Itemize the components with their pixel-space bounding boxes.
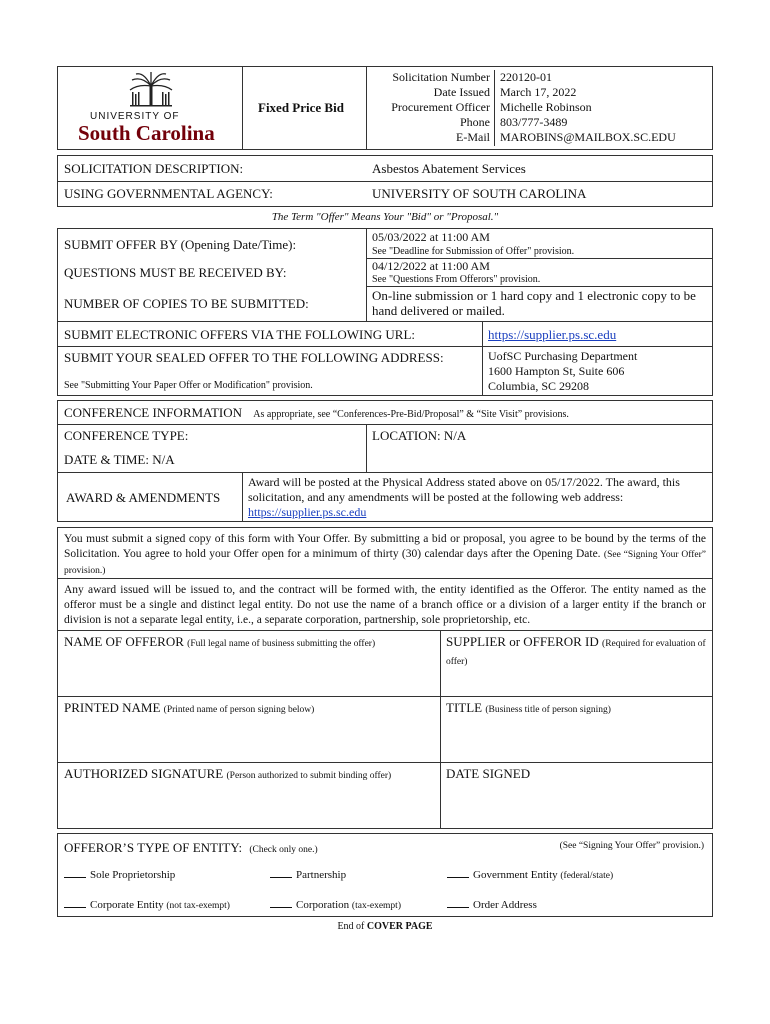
header-values (500, 70, 676, 145)
value-procurement-officer: Michelle Robinson (500, 100, 592, 114)
supplier-id-label: SUPPLIER or OFFEROR ID (446, 634, 599, 649)
value-date-issued: March 17, 2022 (500, 85, 577, 99)
entity-right-note: (See “Signing Your Offer” provision.) (559, 841, 704, 851)
solicitation-description-value: Asbestos Abatement Services (372, 161, 526, 176)
option-corp-note: (not tax-exempt) (166, 901, 230, 911)
end-of-cover-page (0, 921, 770, 932)
printed-name-field[interactable] (64, 700, 434, 758)
agency-label: USING GOVERNMENTAL AGENCY: (64, 186, 273, 201)
title-field[interactable] (446, 700, 708, 758)
footer-prefix: End of (337, 921, 365, 932)
checkbox-blank-order[interactable] (447, 898, 469, 908)
agreement-text-1: You must submit a signed copy of this form with Your Offer. By submitting a bid or proposal, you agree to be bound by the terms of the Solicitation. You agree to hold your Offer open for a minimum of thirty (30) calendar days after the Opening Date. (64, 533, 706, 560)
printed-name-note: (Printed name of person signing below) (163, 705, 315, 715)
label-phone: Phone (460, 115, 490, 129)
fields-divider-top (57, 630, 713, 631)
conference-info-title: CONFERENCE INFORMATION (64, 405, 243, 420)
address-line-2: 1600 Hampton St, Suite 606 (488, 364, 625, 378)
sealed-address-note: See "Submitting Your Paper Offer or Modification" provision. (64, 380, 313, 391)
header-divider-1 (242, 66, 243, 150)
header-labels (370, 70, 490, 145)
electronic-url-label: SUBMIT ELECTRONIC OFFERS VIA THE FOLLOWING URL: (64, 327, 416, 342)
copies-label: NUMBER OF COPIES TO BE SUBMITTED: (64, 296, 309, 311)
award-text: Award will be posted at the Physical Address stated above on 05/17/2022. The award, this solicitation, and any amendments will be posted at the following web address: (248, 475, 680, 504)
sealed-address (488, 349, 637, 394)
supplier-id-field[interactable] (446, 634, 708, 692)
award-url-link[interactable]: https://supplier.ps.sc.edu (248, 505, 367, 519)
address-line-3: Columbia, SC 29208 (488, 379, 590, 393)
supplier-id-note: (Required for evaluation of offer) (446, 639, 706, 667)
copies-value: On-line submission or 1 hard copy and 1 electronic copy to be hand delivered or mailed. (372, 288, 696, 318)
offer-term-note: The Term "Offer" Means Your "Bid" or "Proposal." (271, 211, 499, 223)
schedule-divider-h2 (366, 286, 713, 287)
option-corporation-tax-exempt[interactable] (270, 898, 401, 911)
schedule-divider-v1 (366, 228, 367, 321)
conference-divider-v1 (366, 424, 367, 472)
header-divider-3 (494, 70, 495, 146)
university-logo (78, 72, 223, 144)
option-government-entity[interactable] (447, 868, 613, 881)
palmetto-tree-icon (126, 72, 176, 108)
value-solicitation-number: 220120-01 (500, 70, 552, 84)
submit-offer-note: See "Deadline for Submission of Offer" provision. (372, 246, 575, 257)
value-email: MAROBINS@MAILBOX.SC.EDU (500, 130, 676, 144)
logo-line1: UNIVERSITY OF (90, 111, 180, 122)
schedule-divider-v2 (482, 321, 483, 396)
fields-divider-h1 (57, 696, 713, 697)
checkbox-blank-sole[interactable] (64, 868, 86, 878)
option-gov-note: (federal/state) (560, 871, 614, 881)
signature-field[interactable] (64, 766, 434, 824)
conference-location: LOCATION: N/A (372, 428, 467, 443)
form-type-title: Fixed Price Bid (258, 100, 344, 115)
address-line-1: UofSC Purchasing Department (488, 349, 638, 363)
questions-label: QUESTIONS MUST BE RECEIVED BY: (64, 265, 287, 280)
checkbox-blank-partnership[interactable] (270, 868, 292, 878)
fields-divider-h2 (57, 762, 713, 763)
option-gov-label: Government Entity (473, 869, 558, 881)
title-label: TITLE (446, 700, 483, 715)
option-order-label: Order Address (473, 899, 537, 911)
date-signed-field[interactable] (446, 766, 708, 824)
questions-note: See "Questions From Offerors" provision. (372, 274, 541, 285)
entity-type-note: (Check only one.) (249, 845, 318, 855)
option-partnership-label: Partnership (296, 869, 347, 881)
agreement-paragraph-2: Any award issued will be issued to, and the contract will be formed with, the entity identified as the Offeror. The entity named as the offeror must be a single and distinct legal entity. Do not use the name of a branch office or a division of a larger entity if the branch or division is not a separate legal entity, i.e., a separate corporation, partnership, sole proprietorship, etc. (64, 584, 706, 626)
printed-name-label: PRINTED NAME (64, 700, 161, 715)
logo-line2: South Carolina (78, 121, 215, 145)
option-corp-label: Corporate Entity (90, 899, 164, 911)
electronic-url-link[interactable]: https://supplier.ps.sc.edu (488, 327, 617, 342)
option-corp-exempt-label: Corporation (296, 899, 350, 911)
label-email: E-Mail (456, 130, 490, 144)
label-procurement-officer: Procurement Officer (391, 100, 490, 114)
checkbox-blank-government[interactable] (447, 868, 469, 878)
solicitation-description-label: SOLICITATION DESCRIPTION: (64, 161, 244, 176)
agency-value: UNIVERSITY OF SOUTH CAROLINA (372, 186, 587, 201)
offeror-name-note: (Full legal name of business submitting the offer) (187, 639, 376, 649)
checkbox-blank-corporation[interactable] (270, 898, 292, 908)
header-divider-2 (366, 66, 367, 150)
title-note: (Business title of person signing) (485, 705, 611, 715)
option-sole-label: Sole Proprietorship (90, 869, 176, 881)
questions-value: 04/12/2022 at 11:00 AM (372, 259, 490, 273)
award-amendments-label: AWARD & AMENDMENTS (66, 490, 221, 505)
conference-divider-h2 (57, 472, 713, 473)
label-date-issued: Date Issued (433, 85, 490, 99)
option-sole-proprietorship[interactable] (64, 868, 175, 881)
sealed-address-label: SUBMIT YOUR SEALED OFFER TO THE FOLLOWING ADDRESS: (64, 350, 444, 365)
conference-type-label: CONFERENCE TYPE: (64, 428, 189, 443)
date-signed-label: DATE SIGNED (446, 766, 531, 781)
value-phone: 803/777-3489 (500, 115, 568, 129)
option-corporate-entity[interactable] (64, 898, 230, 911)
schedule-divider-h4 (57, 346, 713, 347)
award-text-block (248, 475, 708, 520)
conference-info-note: As appropriate, see “Conferences-Pre-Bid/Proposal” & “Site Visit” provisions. (253, 409, 569, 420)
submit-offer-value: 05/03/2022 at 11:00 AM (372, 230, 490, 244)
conference-divider-h1 (57, 424, 713, 425)
signature-note: (Person authorized to submit binding offer) (226, 771, 392, 781)
option-order-address[interactable] (447, 898, 537, 911)
fields-divider-v (440, 630, 441, 829)
signature-label: AUTHORIZED SIGNATURE (64, 766, 224, 781)
label-solicitation-number: Solicitation Number (392, 70, 490, 84)
entity-type-label (64, 840, 318, 856)
option-corp-exempt-note: (tax-exempt) (351, 901, 401, 911)
solicitation-divider (57, 181, 713, 182)
checkbox-blank-corporate[interactable] (64, 898, 86, 908)
agreement-note-1: (See “Signing Your Offer” provision.) (64, 550, 706, 576)
conference-divider-v2 (242, 472, 243, 522)
offeror-name-label: NAME OF OFFEROR (64, 634, 184, 649)
footer-bold: COVER PAGE (366, 921, 433, 932)
conference-datetime: DATE & TIME: N/A (64, 452, 175, 467)
option-partnership[interactable] (270, 868, 346, 881)
offeror-name-field[interactable] (64, 634, 434, 692)
submit-offer-label: SUBMIT OFFER BY (Opening Date/Time): (64, 237, 297, 252)
agreement-paragraph-1 (64, 532, 706, 579)
entity-type-title: OFFEROR’S TYPE OF ENTITY: (64, 840, 243, 855)
schedule-divider-h3 (57, 321, 713, 322)
conference-info-label (64, 405, 569, 421)
